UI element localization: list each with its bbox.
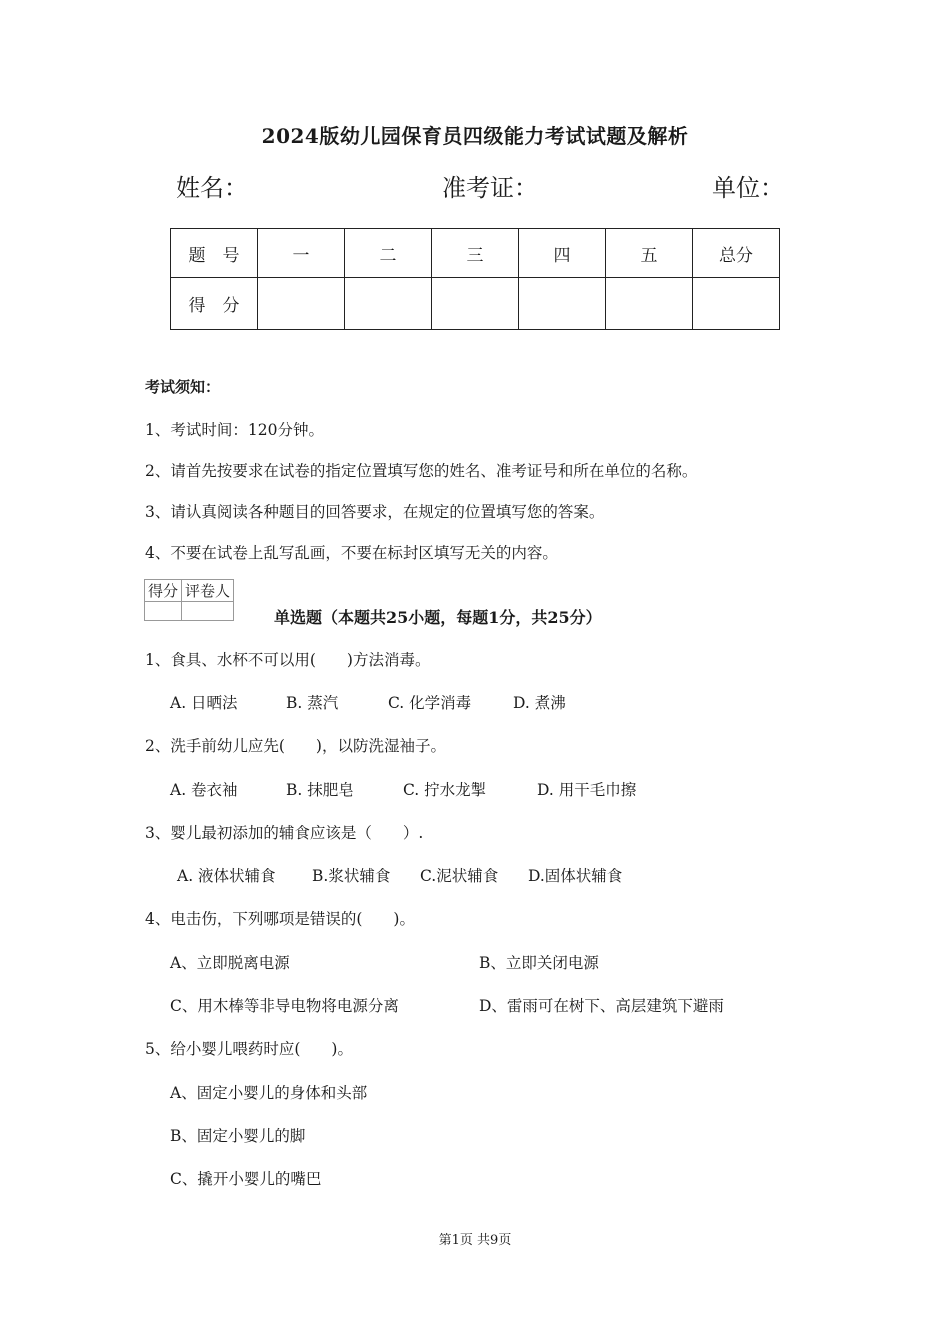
question-option[interactable]: A、固定小婴儿的身体和头部 [170,1084,368,1102]
grader-reviewer-cell[interactable] [182,602,234,621]
score-table [170,228,780,330]
score-cell-total[interactable] [693,278,780,330]
question-option[interactable]: A. 卷衣袖 [170,781,238,799]
score-table-col-4: 四 [519,229,606,278]
question-option[interactable]: C、撬开小婴儿的嘴巴 [170,1170,322,1188]
score-table-col-2: 二 [345,229,432,278]
unit-field-label: 单位： [712,174,784,202]
question-option[interactable]: B. 蒸汽 [286,694,339,712]
grader-reviewer-label: 评卷人 [182,580,234,602]
section-title: 单选题（本题共25小题，每题1分，共25分） [274,608,602,627]
question-option[interactable]: B. 抹肥皂 [286,781,354,799]
score-cell-5[interactable] [606,278,693,330]
notice-item: 3、请认真阅读各种题目的回答要求，在规定的位置填写您的答案。 [145,503,605,521]
question-stem: 5、给小婴儿喂药时应( )。 [145,1040,353,1058]
notice-heading: 考试须知： [145,378,221,396]
score-cell-4[interactable] [519,278,606,330]
score-table-col-total: 总分 [693,229,780,278]
question-option[interactable]: C. 化学消毒 [388,694,472,712]
question-option[interactable]: D. 用干毛巾擦 [537,781,637,799]
grader-score-label: 得分 [145,580,182,602]
score-cell-2[interactable] [345,278,432,330]
question-stem: 2、洗手前幼儿应先( )，以防洗湿袖子。 [145,737,446,755]
page-title: 2024版幼儿园保育员四级能力考试试题及解析 [261,124,689,148]
grader-score-cell[interactable] [145,602,182,621]
question-stem: 4、电击伤，下列哪项是错误的( )。 [145,910,415,928]
score-table-label-question-number: 题 号 [171,229,258,278]
score-cell-3[interactable] [432,278,519,330]
question-option[interactable]: B、固定小婴儿的脚 [170,1127,306,1145]
score-table-col-1: 一 [258,229,345,278]
score-table-score-row [171,278,780,330]
score-table-header-row [171,229,780,278]
question-option[interactable]: B、立即关闭电源 [479,954,599,972]
question-option[interactable]: D.固体状辅食 [528,867,623,885]
score-table-label-score: 得 分 [171,278,258,330]
question-option[interactable]: D、雷雨可在树下、高层建筑下避雨 [479,997,724,1015]
question-option[interactable]: A. 日晒法 [170,694,238,712]
notice-item: 1、考试时间：120分钟。 [145,421,324,439]
question-option[interactable]: D. 煮沸 [513,694,566,712]
exam-id-field-label: 准考证： [442,174,538,202]
question-option[interactable]: C、用木棒等非导电物将电源分离 [170,997,399,1015]
score-table-col-3: 三 [432,229,519,278]
name-field-label: 姓名： [176,174,248,202]
score-table-col-5: 五 [606,229,693,278]
question-option[interactable]: C. 拧水龙掣 [403,781,487,799]
score-cell-1[interactable] [258,278,345,330]
question-option[interactable]: B.浆状辅食 [312,867,391,885]
question-option[interactable]: C.泥状辅食 [420,867,499,885]
notice-item: 2、请首先按要求在试卷的指定位置填写您的姓名、准考证号和所在单位的名称。 [145,462,698,480]
grader-box [144,579,234,621]
question-stem: 3、婴儿最初添加的辅食应该是（ ）. [145,824,424,842]
page-footer: 第1页 共9页 [438,1233,512,1248]
question-option[interactable]: A、立即脱离电源 [170,954,290,972]
question-option[interactable]: A. 液体状辅食 [177,867,276,885]
notice-item: 4、不要在试卷上乱写乱画，不要在标封区填写无关的内容。 [145,544,558,562]
question-stem: 1、食具、水杯不可以用( )方法消毒。 [145,651,431,669]
